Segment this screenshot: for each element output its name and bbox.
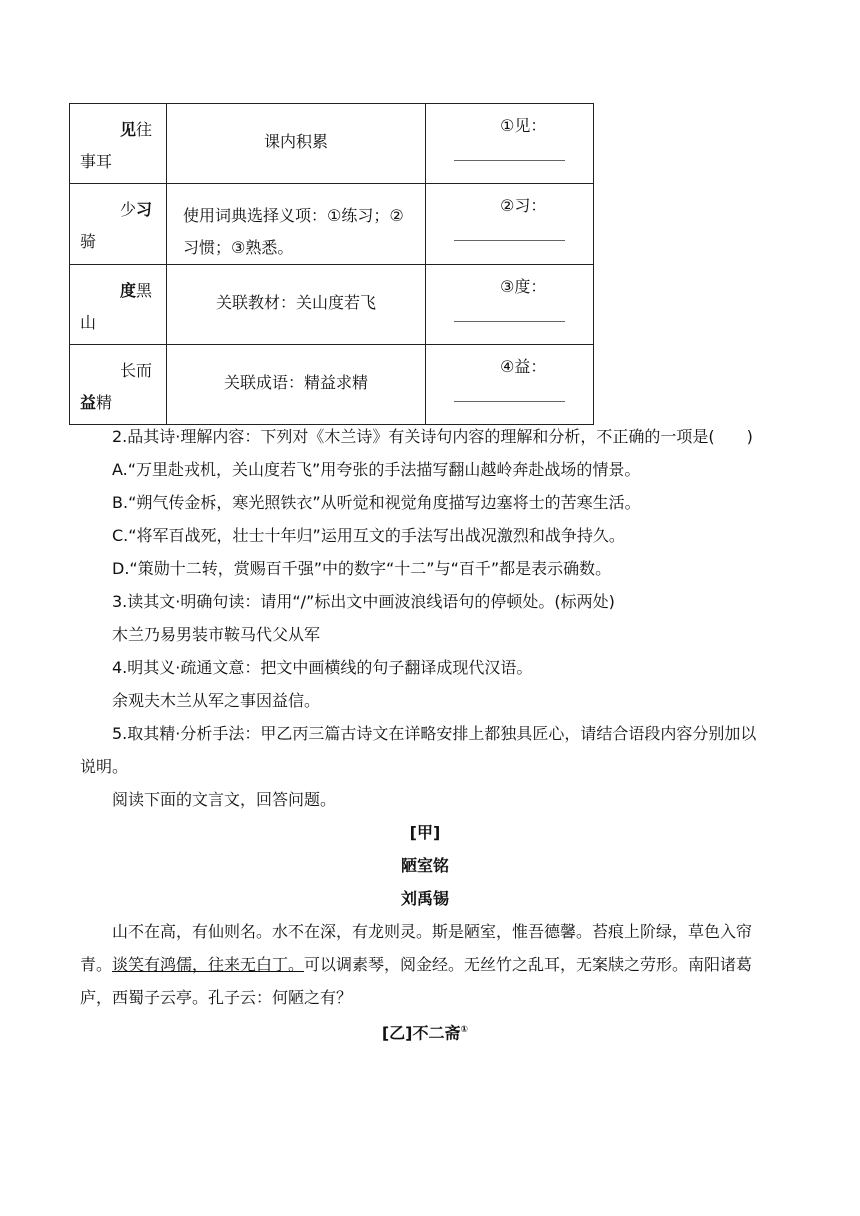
answer-cell: ①见： (426, 104, 594, 184)
question-4-sentence: 余观夫木兰从军之事因益信。 (112, 691, 321, 710)
question-3-sentence: 木兰乃易男装市鞍马代父从军 (112, 625, 321, 644)
passage-text: 山不在高，有仙则名。水不在深，有龙则灵。斯是陋室，惟吾德馨。苔痕上阶绿，草色入帘青。谈笑有鸿儒，往来无白丁。可以调素琴，阅金经。无丝竹之乱耳，无案牍之劳形。南阳诸葛庐，西蜀子云亭。孔子云：何陋之有？ (80, 922, 753, 1007)
passage-title: 陋室铭 (400, 856, 449, 875)
method-cell: 关联教材：关山度若飞 (167, 265, 426, 345)
table-row (70, 265, 594, 345)
method-cell: 课内积累 (167, 104, 426, 184)
method-cell: 关联成语：精益求精 (167, 345, 426, 425)
question-5-stem: 5.取其精·分析手法：甲乙丙三篇古诗文在详略安排上都独具匠心，请结合语段内容分别加以说明。 (80, 724, 757, 776)
question-2-stem: 2.品其诗·理解内容：下列对《木兰诗》有关诗句内容的理解和分析，不正确的一项是( ) (112, 427, 753, 446)
passage-author: 刘禹锡 (400, 889, 449, 908)
reading-intro: 阅读下面的文言文，回答问题。 (112, 790, 337, 809)
key-char: 见 (120, 120, 137, 139)
part-a-tag: [甲] (409, 823, 441, 842)
answer-blank[interactable] (454, 301, 565, 322)
questions-section (80, 420, 770, 1049)
option-a[interactable]: A.“万里赴戎机，关山度若飞”用夸张的手法描写翻山越岭奔赴战场的情景。 (112, 460, 641, 479)
key-char: 度 (120, 281, 137, 300)
table-row (70, 345, 594, 425)
word-cell: 见往 事耳 (70, 104, 167, 184)
answer-blank[interactable] (454, 140, 565, 161)
word-cell: 长而 益精 (70, 345, 167, 425)
key-char: 益 (80, 393, 97, 412)
question-3-stem: 3.读其文·明确句读：请用“/”标出文中画波浪线语句的停顿处。(标两处) (112, 592, 615, 611)
question-4-stem: 4.明其义·疏通文意：把文中画横线的句子翻译成现代汉语。 (112, 658, 533, 677)
option-d[interactable]: D.“策勋十二转，赏赐百千强”中的数字“十二”与“百千”都是表示确数。 (112, 559, 612, 578)
answer-blank[interactable] (454, 220, 565, 241)
table-row (70, 104, 594, 184)
word-cell: 少习 骑 (70, 184, 167, 265)
option-c[interactable]: C.“将军百战死，壮士十年归”运用互文的手法写出战况激烈和战争持久。 (112, 526, 625, 545)
option-b[interactable]: B.“朔气传金柝，寒光照铁衣”从听觉和视觉角度描写边塞将士的苦寒生活。 (112, 493, 641, 512)
answer-cell: ②习： (426, 184, 594, 265)
word-cell: 度黑 山 (70, 265, 167, 345)
answer-blank[interactable] (454, 381, 565, 402)
part-b-title: [乙]不二斋① (381, 1023, 469, 1043)
vocab-table (69, 103, 594, 425)
key-char: 习 (136, 200, 153, 219)
answer-cell: ④益： (426, 345, 594, 425)
table-row (70, 184, 594, 265)
method-cell: 使用词典选择义项：①练习；②习惯；③熟悉。 (167, 184, 426, 265)
footnote-marker: ① (460, 1025, 469, 1035)
underlined-sentence: 谈笑有鸿儒，往来无白丁。 (112, 955, 305, 974)
answer-cell: ③度： (426, 265, 594, 345)
